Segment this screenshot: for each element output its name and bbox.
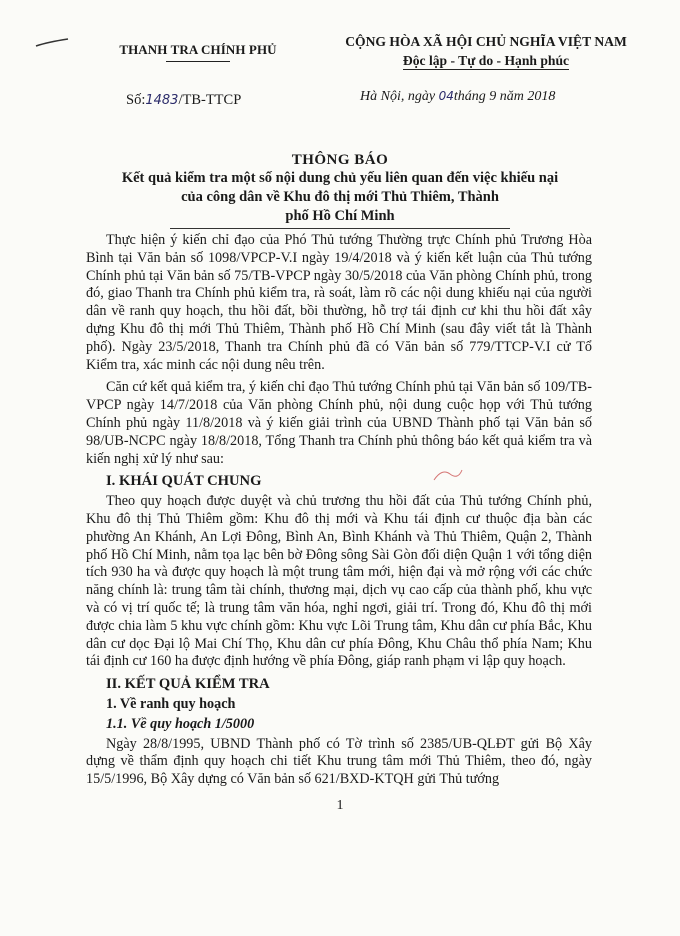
doc-number-prefix: Số: xyxy=(126,92,146,108)
section-2-heading: II. KẾT QUẢ KIỂM TRA xyxy=(106,676,270,693)
document-title xyxy=(60,152,620,229)
title-line-1: Kết quả kiểm tra một số nội dung chủ yếu liên quan đến việc khiếu nại xyxy=(121,170,559,186)
title-line-2: của công dân về Khu đô thị mới Thủ Thiêm, Thành phố Hồ Chí Minh xyxy=(170,188,510,229)
pen-stroke-mark xyxy=(34,38,70,48)
section-1-heading: I. KHÁI QUÁT CHUNG xyxy=(106,473,262,490)
place-date-prefix: Hà Nội, ngày xyxy=(360,89,436,104)
subsection-1-heading: 1. Về ranh quy hoạch xyxy=(106,695,236,712)
title-heading: THÔNG BÁO xyxy=(291,152,389,168)
doc-number-suffix: /TB-TTCP xyxy=(178,92,242,108)
document-body xyxy=(86,232,592,794)
red-mark xyxy=(430,464,464,486)
paragraph-3: Theo quy hoạch được duyệt và chủ trương thu hồi đất của Thủ tướng Chính phủ, Khu đô thị Thủ Thiêm gồm: Khu đô thị mới và Khu tái định cư thuộc địa bàn các phường An Khánh, An Lợi Đông, Bình An, Bình Khánh và Thủ Thiêm, Quận 2, Thành phố Hồ Chí Minh, nằm tọa lạc bên bờ Đông sông Sài Gòn đối diện Quận 1 với tổng diện tích 930 ha và được quy hoạch là một trung tâm mới, hiện đại và mở rộng với các chức năng chính là: trung tâm tài chính, thương mại, dịch vụ cao cấp của thành phố, khu vực và có vị trí quốc tế; là trung tâm văn hóa, nghỉ ngơi, giải trí. Trong đó, Khu đô thị mới được chia làm 5 khu vực chính gồm: Khu vực Lõi Trung tâm, Khu dân cư phía Bắc, Khu dân cư dọc Đại lộ Mai Chí Thọ, Khu dân cư phía Đông, Khu Châu thổ phía Nam; Khu tái định cư 160 ha được định hướng về phía Đông, giáp ranh phạm vi lập quy hoạch. xyxy=(86,493,592,670)
paragraph-4: Ngày 28/8/1995, UBND Thành phố có Tờ trình số 2385/UB-QLĐT gửi Bộ Xây dựng về thẩm định quy hoạch chi tiết Khu trung tâm mới Thủ Thiêm, theo đó, ngày 15/5/1996, Bộ Xây dựng có Văn bản số 621/BXD-KTQH gửi Thủ tướng xyxy=(86,735,592,788)
subsection-1-1-heading: 1.1. Về quy hoạch 1/5000 xyxy=(106,715,255,732)
agency-underline xyxy=(166,61,230,62)
national-header xyxy=(296,34,676,69)
day-handwritten: 04 xyxy=(438,89,454,103)
doc-number-handwritten: 1483 xyxy=(145,93,179,108)
nation-name: CỘNG HÒA XÃ HỘI CHỦ NGHĨA VIỆT NAM xyxy=(345,34,627,49)
page-number: 1 xyxy=(336,798,344,813)
issuing-agency xyxy=(98,42,298,62)
national-motto: Độc lập - Tự do - Hạnh phúc xyxy=(402,53,570,68)
document-number xyxy=(126,92,241,109)
paragraph-1: Thực hiện ý kiến chỉ đạo của Phó Thủ tướng Thường trực Chính phủ Trương Hòa Bình tại Văn bản số 1098/VPCP-V.I ngày 19/4/2018 và ý kiến kết luận của Thủ tướng Chính phủ tại Văn bản số 75/TB-VPCP ngày 30/5/2018 của Văn phòng Chính phủ, trong đó, giao Thanh tra Chính phủ kiểm tra, rà soát, làm rõ các nội dung khiếu nại của người dân về ranh quy hoạch, thu hồi đất, bồi thường, hỗ trợ tái định cư khi thu hồi đất xây dựng Khu đô thị mới Thủ Thiêm, Thành phố Hồ Chí Minh (sau đây viết tắt là Thành phố). Ngày 23/5/2018, Thanh tra Chính phủ đã có Văn bản số 779/TTCP-V.I cử Tổ Kiểm tra, xác minh các nội dung nêu trên. xyxy=(86,232,592,373)
place-date-suffix: tháng 9 năm 2018 xyxy=(453,89,556,104)
paragraph-2: Căn cứ kết quả kiểm tra, ý kiến chỉ đạo Thủ tướng Chính phủ tại Văn bản số 109/TB-VPCP ngày 14/7/2018 của Văn phòng Chính phủ, nội dung cuộc họp với Thủ tướng Chính phủ ngày 11/8/2018 và ý kiến giải trình của UBND Thành phố tại Văn bản số 98/UB-NCPC ngày 18/8/2018, Tổng Thanh tra Chính phủ thông báo kết quả kiểm tra và kiến nghị xử lý như sau: xyxy=(86,379,592,467)
place-and-date xyxy=(360,89,660,105)
agency-name: THANH TRA CHÍNH PHỦ xyxy=(119,42,277,57)
